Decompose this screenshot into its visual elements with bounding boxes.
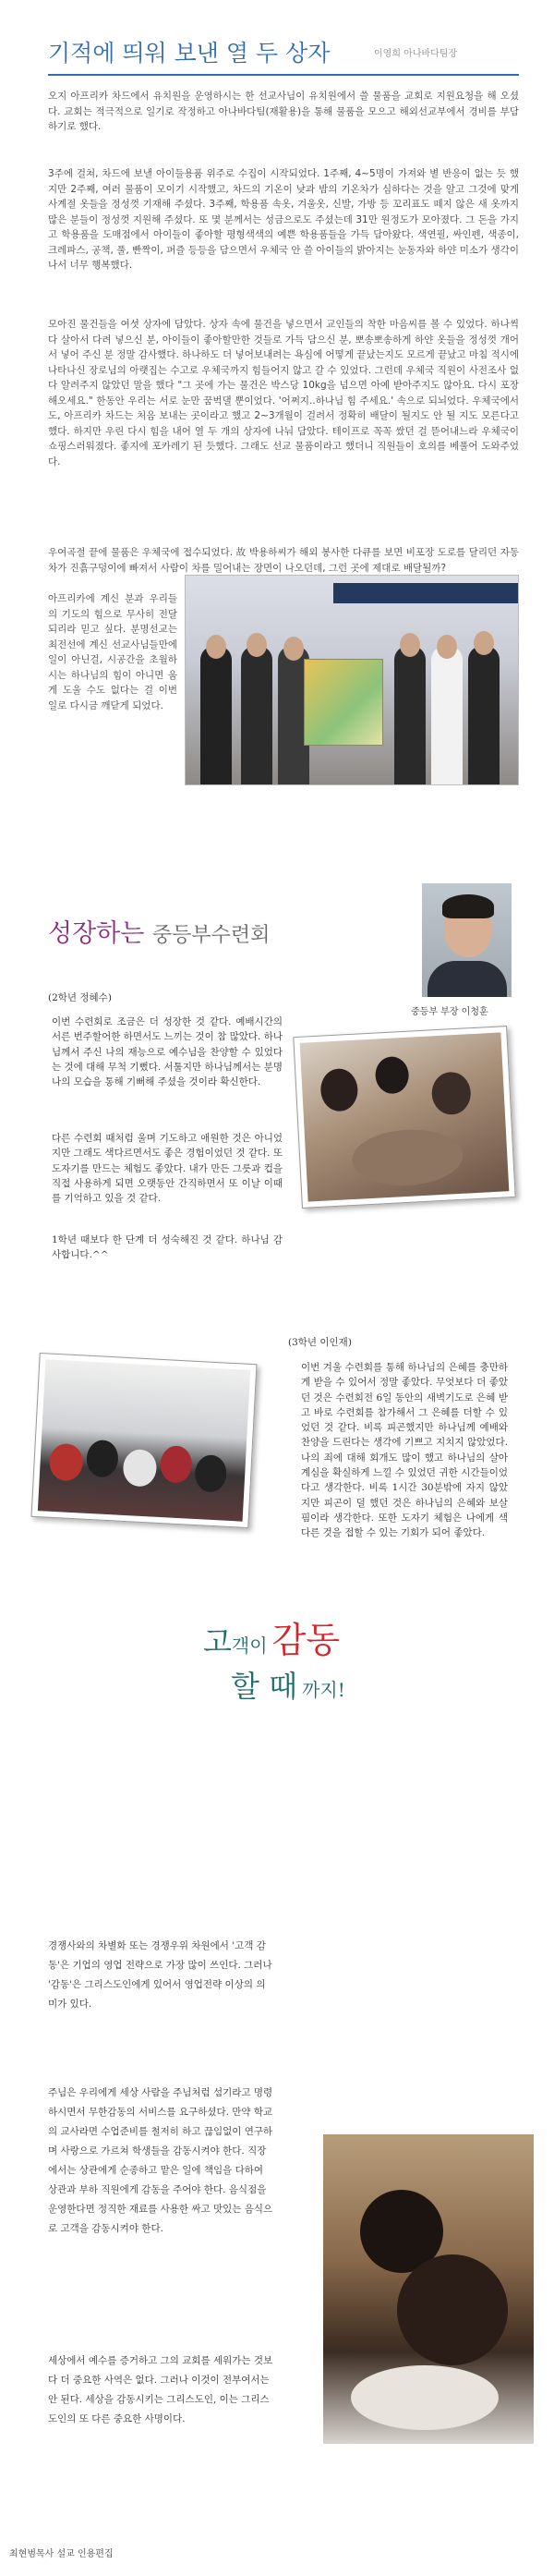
photo-banner: [333, 583, 518, 603]
article-paragraph: 주님은 우리에게 세상 사람을 주님처럼 섬기라고 명령하시면서 무한감동의 서비스를 요구하셨다. 만약 학교의 교사라면 수업준비를 철저히 하고 끊임없이 연구하며 사랑으로 가르쳐 학생들을 감동시켜야 한다. 직장에서는 상관에게 순종하고 맡은 일에 책임을 다하여 상관과 부하 직원에게 감동을 주어야 한다. 음식점을 운영한다면 정직한 재료를 사용한 싸고 맛있는 음식으로 고객을 감동시켜야 한다.: [48, 2087, 273, 2234]
donation-board: [304, 659, 383, 746]
article-customer: [0, 1571, 554, 2576]
article-title: 기적에 띄워 보낸 열 두 상자: [48, 40, 331, 67]
portrait-photo: [422, 883, 512, 997]
article-paragraph: 3주에 걸쳐, 차드에 보낼 아이들용품 위주로 수집이 시작되었다. 1주째, 4~5명이 가져와 별 반응이 없는 듯 했지만 2주째, 여러 물품이 모이기 시작했고, 차드의 기온이 낮과 밤의 기온차가 심하다는 것을 알고 그것에 맞게 사계절 옷들을 정성껏 기재해 주셨다. 3주째, 학용품 속옷, 겨울옷, 신발, 가방 등 꼬리표도 떼지 않은 새 옷까지 많은 분들이 정성껏 지원해 주셨다. 또 몇 분께서는 성금으로도 주셨는데 31만 원정도가 모아졌다. 그 돈을 가지고 학용품을 도매점에서 아이들이 좋아할 평형색색의 예쁜 학용품들을 가득 담아왔다. 색연필, 싸인펜, 색종이, 크레파스, 공책, 풀, 빤짝이, 퍼즐 등등을 담으면서 우체국 안 쓸 아이들의 밝아지는 눈동자와 하얀 미소가 생각이 나서 너무 행복했다.: [48, 168, 519, 271]
article-paragraph: 이번 겨울 수련회를 통해 하나님의 은혜를 충만하게 받을 수 있어서 정말 좋았다. 무엇보다 더 좋았던 것은 수련회전 6일 동안의 새벽기도로 은혜 받고 바로 수련회를 참가해서 그 은혜를 더할 수 있었던 것 같다. 비록 피곤했지만 하나님께 예배와 찬양을 드린다는 생각에 기쁘고 지치지 않았었다. 나의 죄에 대해 회개도 많이 했고 하나님의 살아계심을 확실하게 느낄 수 있었던 귀한 시간들이었다고 생각한다. 비록 1시간 30분밖에 자지 않았지만 피곤이 덜 했던 것은 하나님의 은혜와 보살핌이라 생각한다. 또한 도자기 체험은 나에게 색다른 것을 접할 수 있는 기회가 되어 좋았다.: [301, 1362, 508, 1539]
portrait-caption: 중등부 부장 이청훈: [411, 1007, 488, 1017]
author-label: (2학년 정혜수): [48, 992, 112, 1003]
article-title-line1: [203, 1611, 340, 1662]
title-divider: [48, 74, 519, 76]
article-donation: [0, 0, 554, 859]
article-paragraph: 다른 수련회 때처럼 울며 기도하고 애원한 것은 아니었지만 그래도 색다르면서도 좋은 경험이었던 것 같다. 또 도자기를 만드는 체험도 좋았다. 내가 만든 그릇과 컵을 직접 사용하게 되면 오랫동안 간직하면서 또 이날 이때를 기억하고 있을 것 같다.: [52, 1133, 283, 1205]
article-title-line2: [231, 1663, 345, 1706]
article-paragraph: 오지 아프리카 차드에서 유치원을 운영하시는 한 선교사님이 유치원에서 쓸 물품을 교회로 지원요청을 해 오셨다. 교회는 적극적으로 일기로 작정하고 아나바다팀(재활용)을 통해 물품을 모으고 해외선교부에서 경비를 부담하기로 했다.: [48, 91, 519, 132]
title-emphasis: 감동: [271, 1620, 341, 1660]
donation-group-photo: [185, 575, 519, 785]
article-paragraph: 우여곡절 끝에 물품은 우체국에 접수되었다. 故 박용하씨가 해외 봉사한 다큐를 보면 비포장 도로를 달리던 자동차가 진흙구덩이에 빠져서 사람이 차를 밀어내는 장면이 나오던데, 그런 곳에 제대로 배달될까?: [48, 547, 519, 574]
article-paragraph: 아프리카에 계신 분과 우리들의 기도의 힘으로 무사히 전달되리라 믿고 싶다. 분명선교는 최전선에 계신 선교사님들만에 일이 아닌걸, 시공간을 초월하시는 하나님의 힘이 아니면 움게 도울 수도 없다는 걸 이번 일로 다시금 깨닫게 되었다.: [48, 593, 177, 711]
title-fragment: 객이: [231, 1634, 268, 1657]
article-title: [48, 913, 270, 949]
title-fragment: 까지!: [302, 1679, 345, 1701]
article-paragraph: 모아진 물건들을 여섯 상자에 담았다. 상자 속에 물건을 넣으면서 교인들의 착한 마음씨를 볼 수 있었다. 하나씩 다 살아서 다려 넣으신 분, 아이들이 좋아할만한 것들로 가득 담으신 분, 뽀송뽀송하게 하얀 옷들을 정성껏 개어서 넣어 주신 분 정말 감사했다. 하나하도 더 넣어보내려는 욕심에 어떻게 끝났는지도 모르게 끝났고 마침 적시에 나타나신 장로님의 아랫집는 수고로 우체국까지 힘들어지 않고 갈 수 있었다. 그런데 우체국 직원이 사전조사 없다 알려주지 않았던 말을 했다 "그 곳에 가는 물건은 박스당 10kg을 넘으면 아예 받아주지도 않아요. 다시 포장해오세요." 한동안 우리는 서로 눈만 꿈벅댈 뿐이었다. '어쩌지..하나님 힘 주세요.' 속으로 되뇌었다. 우체국에서도, 아프리카 차드는 처음 보내는 곳이라고 했고 2~3개월이 걸려서 정확히 배달이 될지도 안 될 지도 모른다고 했다. 하지만 우린 다시 힘을 내어 열 두 개의 상자에 나눠 담았다. 테이프로 꼭꼭 쌌던 걸 뜯어내느라 우체국이 쇼핑스러워졌다. 좋지에 포카레기 된 듯했다. 그래도 선교 물품이라고 했더니 직원들이 호의를 베풀어 도와주었다.: [48, 319, 519, 468]
article-paragraph: 세상에서 예수를 증거하고 그의 교회를 세워가는 것보다 더 중요한 사역은 없다. 그러나 이것이 전부여서는 안 된다. 세상을 감동시키는 그리스도인, 이는 그리스도인의 또 다른 중요한 사명이다.: [48, 2355, 273, 2424]
foot-washing-photo: [323, 2134, 534, 2444]
article-retreat: [0, 887, 554, 1552]
pottery-class-photo: [293, 1026, 515, 1209]
article-paragraph: 이번 수련회로 조금은 더 성장한 것 같다. 예배시간의 서른 번주할어한 하면서도 느끼는 것이 참 많았다. 하나님께서 주신 나의 재능으로 예수님을 찬양할 수 있었다는 것에 대해 무척 기뻤다. 서툴지만 하나님께서는 분명 나의 모습을 통해 기뻐해 주셨을 것이라 확신한다.: [52, 1016, 283, 1088]
title-emphasis: 성장하는: [48, 919, 145, 948]
retreat-group-photo: [31, 1353, 258, 1528]
article-paragraph: 1학년 때보다 한 단계 더 성숙해진 것 같다. 하나님 감사합니다.^^: [52, 1234, 283, 1261]
author-label: (3학년 이인재): [288, 1337, 352, 1348]
source-credit: 최현범목사 설교 인용편집: [9, 2549, 114, 2559]
title-fragment: 고: [203, 1624, 232, 1659]
title-fragment: 할 때: [231, 1669, 297, 1704]
title-main: 중등부수련회: [151, 924, 271, 947]
article-byline: 이영희 아나바다팀장: [374, 49, 458, 59]
article-paragraph: 경쟁사와의 차별화 또는 경쟁우위 차원에서 '고객 감동'은 기업의 영업 전략으로 가장 많이 쓰인다. 그러나 '감동'은 그리스도인에게 있어서 영업전략 이상의 의미가 있다.: [48, 1940, 272, 2010]
